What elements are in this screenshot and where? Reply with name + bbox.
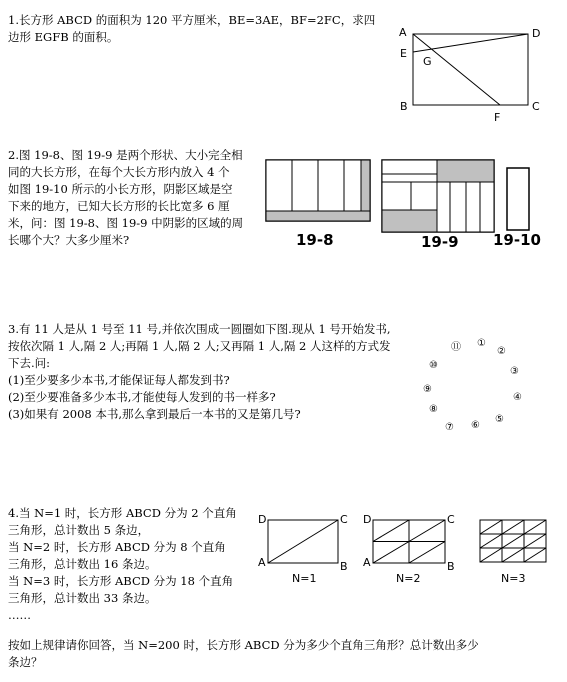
n2-label-a: A <box>363 556 371 569</box>
text-line: 下来的地方，已知大长方形的长比宽多 6 厘 <box>8 199 230 213</box>
text-line: (1)至少要多少本书,才能保证每人都发到书? <box>8 373 230 387</box>
label-g: G <box>423 55 432 68</box>
text-line: 条边？ <box>8 655 43 669</box>
label-a: A <box>399 26 407 39</box>
n1-label-c: C <box>340 513 348 526</box>
problem3-text <box>8 321 391 423</box>
text-line: 边形 EGFB 的面积。 <box>8 30 119 44</box>
figure-n1 <box>258 513 348 585</box>
rectangle-abcd <box>413 34 528 105</box>
problem1-figure <box>395 25 555 125</box>
text-line: …… <box>8 608 31 622</box>
caption-n1: N=1 <box>292 572 317 585</box>
person-10: ⑩ <box>429 360 438 371</box>
caption-n3: N=3 <box>501 572 526 585</box>
text-line: 4.当 N=1 时，长方形 ABCD 分为 2 个直角 <box>8 506 237 520</box>
text-line: 米，问：图 19-8、图 19-9 中阴影的区域的周 <box>8 216 244 230</box>
caption-n2: N=2 <box>396 572 421 585</box>
text-line: 三角形，总计数出 33 条边。 <box>8 591 157 605</box>
n2-label-c: C <box>447 513 455 526</box>
caption-19-9: 19-9 <box>421 233 459 251</box>
problem2-figures <box>266 156 561 256</box>
text-line: 下去.问: <box>8 356 51 370</box>
figure-n3 <box>480 520 546 585</box>
person-3: ③ <box>510 366 519 377</box>
person-5: ⑤ <box>495 414 504 425</box>
n2-label-d: D <box>363 513 372 526</box>
text-line: 按如上规律请你回答，当 N=200 时，长方形 ABCD 分为多少个直角三角形？总计数出多少 <box>8 638 479 652</box>
text-line: 三角形，总计数出 16 条边。 <box>8 557 157 571</box>
person-4: ④ <box>513 392 522 403</box>
person-7: ⑦ <box>445 422 454 433</box>
text-line: 当 N=3 时，长方形 ABCD 分为 18 个直角 <box>8 574 234 588</box>
caption-19-10: 19-10 <box>493 231 541 249</box>
text-line: 如图 19-10 所示的小长方形，阴影区域是空 <box>8 182 233 196</box>
segment-ed <box>413 34 528 52</box>
person-9: ⑨ <box>423 384 432 395</box>
problem2-text <box>8 147 243 249</box>
problem4-question <box>8 637 479 671</box>
n1-label-a: A <box>258 556 266 569</box>
problem4-figures <box>256 510 556 590</box>
person-6: ⑥ <box>471 420 480 431</box>
text-line: 2.图 19-8、图 19-9 是两个形状、大小完全相 <box>8 148 243 162</box>
caption-19-8: 19-8 <box>296 231 334 249</box>
label-b: B <box>400 100 408 113</box>
person-1: ① <box>477 338 486 349</box>
person-11: ⑪ <box>451 342 461 353</box>
person-2: ② <box>497 346 506 357</box>
problem3-circle-figure <box>415 330 535 440</box>
text-line: 长哪个大？大多少厘米? <box>8 233 130 247</box>
text-line: (3)如果有 2008 本书,那么拿到最后一本书的又是第几号? <box>8 407 301 421</box>
label-d: D <box>532 27 541 40</box>
text-line: 同的大长方形，在每个大长方形内放入 4 个 <box>8 165 230 179</box>
n1-label-b: B <box>340 560 348 573</box>
figure-n2 <box>363 513 455 585</box>
problem1-text <box>8 12 375 46</box>
segment-af <box>413 34 500 105</box>
person-8: ⑧ <box>429 404 438 415</box>
text-line: 三角形，总计数出 5 条边， <box>8 523 150 537</box>
n2-label-b: B <box>447 560 455 573</box>
n1-label-d: D <box>258 513 267 526</box>
text-line: 1.长方形 ABCD 的面积为 120 平方厘米，BE=3AE，BF=2FC，求四 <box>8 13 376 27</box>
label-e: E <box>400 47 407 60</box>
label-c: C <box>532 100 540 113</box>
figure-19-9 <box>382 160 494 232</box>
text-line: 当 N=2 时，长方形 ABCD 分为 8 个直角 <box>8 540 226 554</box>
label-f: F <box>494 111 501 124</box>
problem4-text <box>8 505 237 624</box>
figure-19-10 <box>507 168 529 230</box>
text-line: 按依次隔 1 人,隔 2 人;再隔 1 人,隔 2 人;又再隔 1 人,隔 2 人这样的方式发 <box>8 339 391 353</box>
figure-19-8 <box>266 160 370 221</box>
text-line: 3.有 11 人是从 1 号至 11 号,并依次围成一圆圈如下图.现从 1 号开始发书, <box>8 322 391 336</box>
text-line: (2)至少要准备多少本书,才能使每人发到的书一样多? <box>8 390 276 404</box>
